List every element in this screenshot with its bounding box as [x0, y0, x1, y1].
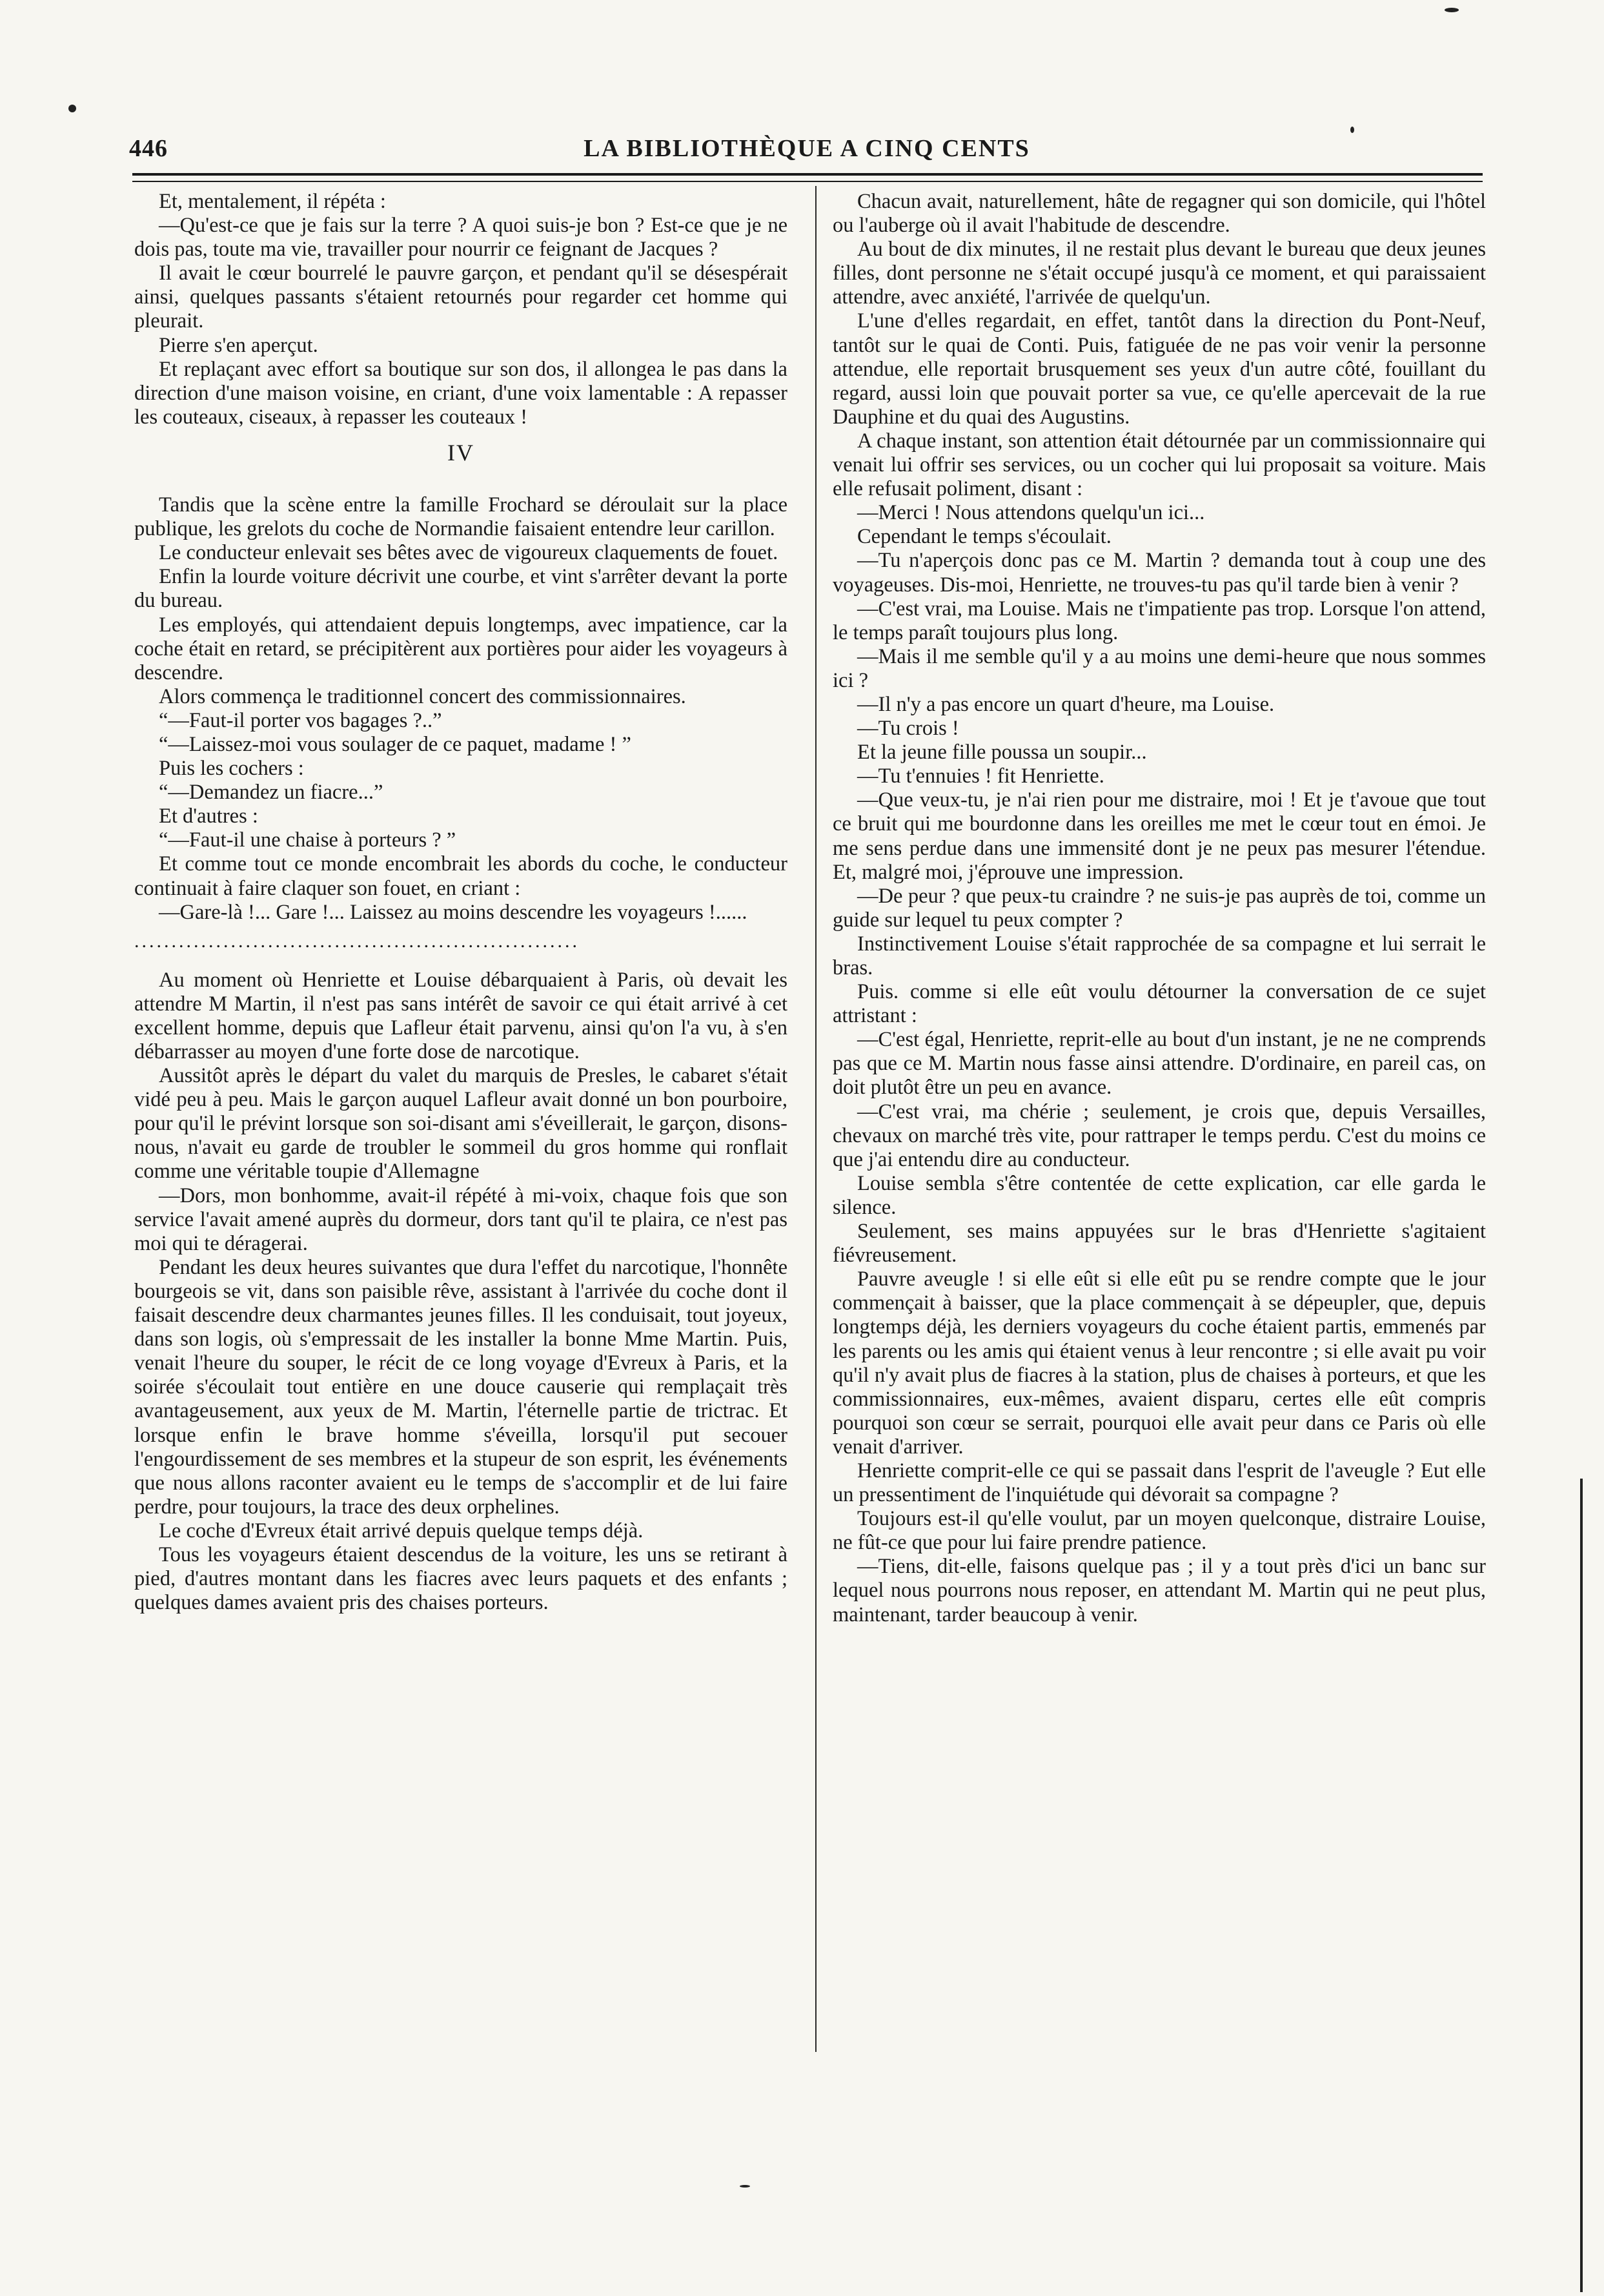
running-title: LA BIBLIOTHÈQUE A CINQ CENTS: [584, 135, 1030, 162]
scan-speck: [1350, 127, 1354, 133]
paragraph: L'une d'elles regardait, en effet, tantôt dans la direction du Pont-Neuf, tantôt sur le quai de Conti. Puis, fatiguée de ne pas voir venir la personne attendue, elle reportait brusquement ses yeux d'un autre côté, fouillant du regard, aussi loin que pouvait porter sa vue, ce qu'elle apercevait de la rue Dauphine et du quai des Augustins.: [833, 309, 1486, 429]
paragraph: —Tu n'aperçois donc pas ce M. Martin ? demanda tout à coup une des voyageuses. Dis-moi, Henriette, ne trouves-tu pas qu'il tarde bien à venir ?: [833, 549, 1486, 597]
header-rule-thick: [132, 173, 1483, 176]
paragraph: Il avait le cœur bourrelé le pauvre garçon, et pendant qu'il se désespérait ainsi, quelques passants s'étaient retournés pour regarder cet homme qui pleurait.: [134, 261, 787, 333]
paragraph: —Dors, mon bonhomme, avait-il répété à mi-voix, chaque fois que son service l'avait amené auprès du dormeur, dors tant qu'il te plaira, ce n'est pas moi qui te déragerai.: [134, 1184, 787, 1255]
paragraph: Cependant le temps s'écoulait.: [857, 525, 1112, 549]
paragraph: —C'est vrai, ma chérie ; seulement, je crois que, depuis Versailles, chevaux on marché très vite, pour rattraper le temps perdu. C'est du moins ce que j'ai entendu dire au conducteur.: [833, 1100, 1486, 1171]
paragraph: —Il n'y a pas encore un quart d'heure, ma Louise.: [857, 692, 1275, 716]
paragraph: Toujours est-il qu'elle voulut, par un moyen quelconque, distraire Louise, ne fût-ce que pour lui faire prendre patience.: [833, 1507, 1486, 1555]
paragraph: Instinctivement Louise s'était rapprochée de sa compagne et lui serrait le bras.: [833, 932, 1486, 979]
paragraph: —C'est vrai, ma Louise. Mais ne t'impatiente pas trop. Lorsque l'on attend, le temps paraît toujours plus long.: [833, 597, 1486, 644]
paragraph: —Mais il me semble qu'il y a au moins une demi-heure que nous sommes ici ?: [833, 644, 1486, 692]
paragraph: Pierre s'en aperçut.: [159, 333, 318, 357]
paragraph: Pauvre aveugle ! si elle eût si elle eût pu se rendre compte que le jour commençait à baisser, que la place commençait à se dépeupler, que, depuis longtemps déjà, les derniers voyageurs du coche étaient partis, emmenés par les parents ou les amis qui étaient venus à leur rencontre ; si elle avait pu voir qu'il n'y avait plus de fiacres à la station, plus de chaises à porteurs, et que les commissionnaires, eux-mêmes, avaient disparu, certes elle eût compris pourquoi son cœur se serrait, pourquoi elle avait peur dans ce Paris où elle venait d'arriver.: [833, 1267, 1486, 1459]
paragraph: —De peur ? que peux-tu craindre ? ne suis-je pas auprès de toi, comme un guide sur lequel tu peux compter ?: [833, 884, 1486, 932]
scan-speck: [68, 105, 76, 112]
paragraph: Alors commença le traditionnel concert des commissionnaires.: [159, 684, 686, 708]
paragraph: Tous les voyageurs étaient descendus de la voiture, les uns se retirant à pied, d'autres montant dans les fiacres avec leurs paquets et des enfants ; quelques dames avaient pris des chaises porteurs.: [134, 1543, 787, 1615]
paragraph: Et, mentalement, il répéta :: [159, 190, 386, 213]
paragraph: Au bout de dix minutes, il ne restait plus devant le bureau que deux jeunes filles, dont personne ne s'était occupé jusqu'à ce moment, et qui paraissaient attendre, avec anxiété, l'arrivée de quelqu'un.: [833, 238, 1486, 309]
paragraph: Puis les cochers :: [159, 757, 304, 781]
paragraph: Puis. comme si elle eût voulu détourner la conversation de ce sujet attristant :: [833, 980, 1486, 1028]
paragraph: Et d'autres :: [159, 805, 258, 828]
paragraph: —Gare-là !... Gare !... Laissez au moins descendre les voyageurs !......: [159, 900, 747, 924]
section-heading: IV: [447, 439, 474, 466]
paragraph: Seulement, ses mains appuyées sur le bras d'Henriette s'agitaient fiévreusement.: [833, 1220, 1486, 1267]
paragraph: Louise sembla s'être contentée de cette explication, car elle garda le silence.: [833, 1171, 1486, 1219]
paragraph: Chacun avait, naturellement, hâte de regagner qui son domicile, qui l'hôtel ou l'auberge où il avait l'habitude de descendre.: [833, 190, 1486, 238]
paragraph: Tandis que la scène entre la famille Frochard se déroulait sur la place publique, les grelots du coche de Normandie faisaient entendre leur carillon.: [134, 493, 787, 541]
page-number: 446: [129, 135, 168, 162]
column-divider: [815, 186, 817, 2052]
paragraph: Les employés, qui attendaient depuis longtemps, avec impatience, car la coche était en retard, se précipitèrent aux portières pour aider les voyageurs à descendre.: [134, 613, 787, 684]
paragraph: Aussitôt après le départ du valet du marquis de Presles, le cabaret s'était vidé peu à peu. Mais le garçon auquel Lafleur avait donné un bon pourboire, pour qu'il le prévint lorsque son soi-disant ami s'éveillerait, le garçon, disons-nous, n'avait eu garde de troubler le sommeil du gros homme qui ronflait comme une véritable toupie d'Allemagne: [134, 1064, 787, 1184]
paragraph: Enfin la lourde voiture décrivit une courbe, et vint s'arrêter devant la porte du bureau.: [134, 565, 787, 613]
left-column: [134, 190, 787, 1615]
paragraph: —Que veux-tu, je n'ai rien pour me distraire, moi ! Et je t'avoue que tout ce bruit qui me bourdonne dans les oreilles me met le cœur tout en émoi. Je me sens perdue dans une immensité dont je ne peux pas mesurer l'étendue. Et, malgré moi, j'éprouve une impression.: [833, 788, 1486, 884]
paragraph: Au moment où Henriette et Louise débarquaient à Paris, où devait les attendre M Martin, il n'est pas sans intérêt de savoir ce qui était arrivé à cet excellent homme, depuis que Lafleur était parvenu, ainsi qu'on l'a vu, à s'en débarrasser au moyen d'une forte dose de narcotique.: [134, 968, 787, 1063]
paragraph: Henriette comprit-elle ce qui se passait dans l'esprit de l'aveugle ? Eut elle un pressentiment de l'inquiétude qui dévorait sa compagne ?: [833, 1459, 1486, 1507]
paragraph: Le conducteur enlevait ses bêtes avec de vigoureux claquements de fouet.: [159, 541, 778, 565]
paragraph: —Tu crois !: [857, 717, 959, 741]
paragraph: —Tiens, dit-elle, faisons quelque pas ; il y a tout près d'ici un banc sur lequel nous pourrons nous reposer, en attendant M. Martin qui ne peut plus, maintenant, tarder beaucoup à venir.: [833, 1555, 1486, 1626]
paragraph: Et replaçant avec effort sa boutique sur son dos, il allongea le pas dans la direction d'une maison voisine, en criant, d'une voix lamentable : A repasser les couteaux, ciseaux, à repasser les couteaux !: [134, 357, 787, 429]
paragraph: A chaque instant, son attention était détournée par un commissionnaire qui venait lui offrir ses services, ou un cocher qui lui proposait sa voiture. Mais elle refusait poliment, disant :: [833, 429, 1486, 501]
paragraph: —Merci ! Nous attendons quelqu'un ici...: [857, 501, 1205, 525]
paragraph: Et la jeune fille poussa un soupir...: [857, 741, 1147, 764]
paragraph: “—Faut-il une chaise à porteurs ? ”: [159, 828, 456, 852]
right-column: [833, 190, 1486, 1627]
paragraph: “—Demandez un fiacre...”: [159, 781, 383, 805]
paragraph: —C'est égal, Henriette, reprit-elle au bout d'un instant, je ne ne comprends pas que ce M. Martin nous fasse ainsi attendre. D'ordinaire, en pareil cas, on doit plutôt être un peu en avance.: [833, 1028, 1486, 1100]
paragraph: Pendant les deux heures suivantes que dura l'effet du narcotique, l'honnête bourgeois se vit, dans son paisible rêve, assistant à l'arrivée du coche dont il faisait descendre deux charmantes jeunes filles. Il les conduisait, tout joyeux, dans son logis, où s'empressait de les installer la bonne Mme Martin. Puis, venait l'heure du souper, le récit de ce long voyage d'Evreux à Paris, et la soirée s'écoulait tout entière en une douce causerie qui remplaçait très avantageusement, aux yeux de M. Martin, l'éternelle partie de trictrac. Et lorsque enfin le brave homme s'éveilla, lorsqu'il put secouer l'engourdissement de ses membres et la stupeur de son esprit, les événements que nous allons raconter avaient eu le temps de s'accomplir et de lui faire perdre, pour toujours, la trace des deux orphelines.: [134, 1255, 787, 1519]
margin-scan-line: [1580, 1479, 1583, 2292]
paragraph: “—Laissez-moi vous soulager de ce paquet, madame ! ”: [159, 732, 631, 756]
paragraph: —Tu t'ennuies ! fit Henriette.: [857, 764, 1104, 788]
scan-speck: [1445, 8, 1459, 12]
paragraph: —Qu'est-ce que je fais sur la terre ? A quoi suis-je bon ? Est-ce que je ne dois pas, toute ma vie, travailler pour nourrir ce feignant de Jacques ?: [134, 214, 787, 261]
paragraph: “—Faut-il porter vos bagages ?..”: [159, 708, 442, 732]
header-rule-thin: [132, 181, 1483, 182]
page-header: [129, 134, 1485, 173]
paragraph: Le coche d'Evreux était arrivé depuis quelque temps déjà.: [159, 1519, 644, 1543]
scan-speck: [740, 2185, 750, 2188]
paragraph: Et comme tout ce monde encombrait les abords du coche, le conducteur continuait à faire claquer son fouet, en criant :: [134, 852, 787, 900]
dotted-separator: ............................................................: [134, 930, 580, 952]
